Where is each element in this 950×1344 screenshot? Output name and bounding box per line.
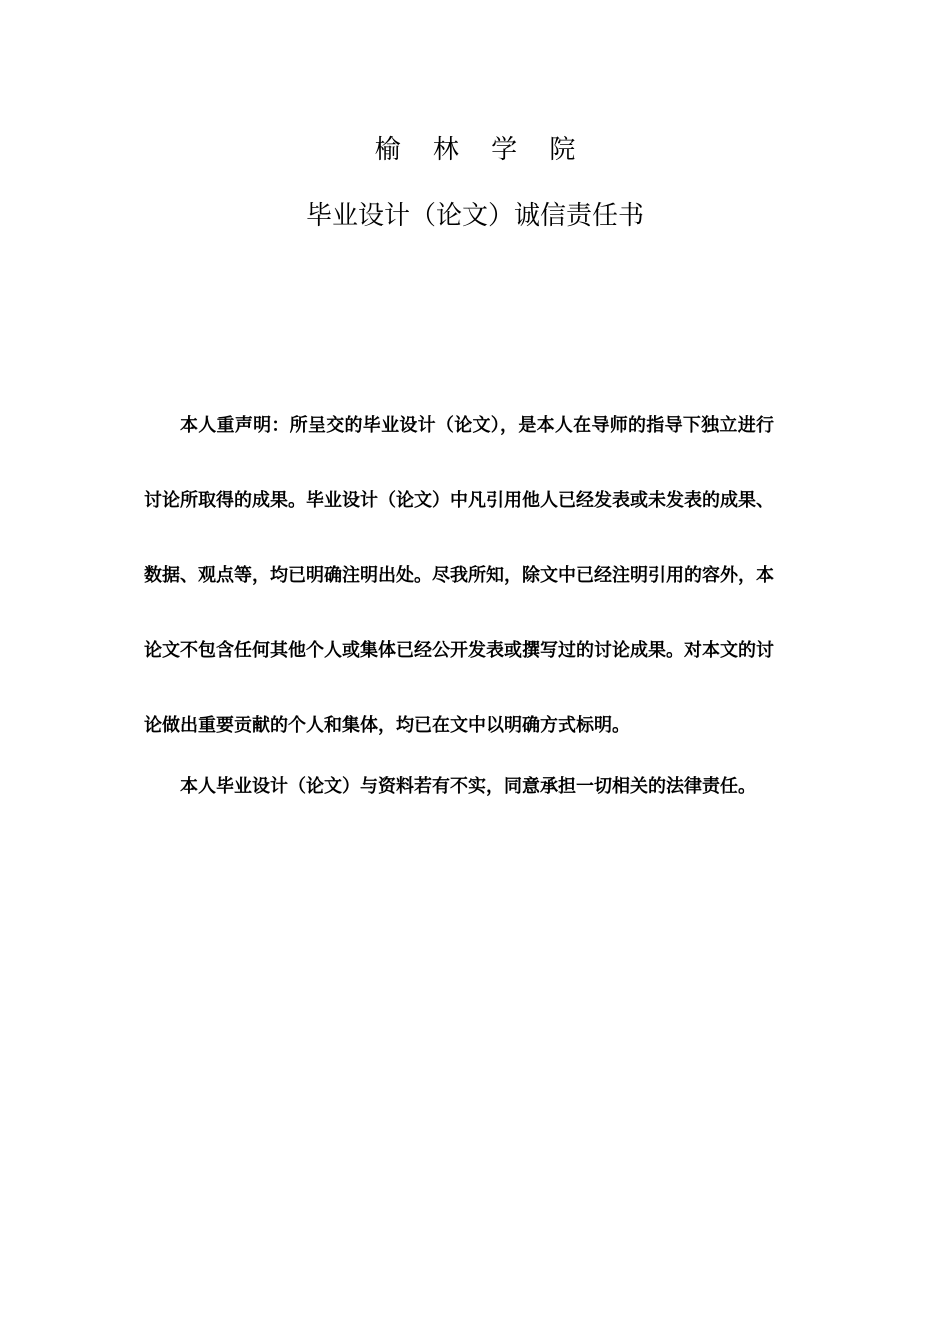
declaration-body xyxy=(144,388,774,824)
document-title: 毕业设计（论文）诚信责任书 xyxy=(305,201,644,231)
declaration-paragraph-1: 本人重声明：所呈交的毕业设计（论文），是本人在导师的指导下独立进行讨论所取得的成果。毕业设计（论文）中凡引用他人已经发表或未发表的成果、数据、观点等，均已明确注明出处。尽我所知，除文中已经注明引用的容外，本论文不包含任何其他个人或集体已经公开发表或撰写过的讨论成果。对本文的讨论做出重要贡献的个人和集体，均已在文中以明确方式标明。 xyxy=(144,415,774,736)
declaration-paragraph-2: 本人毕业设计（论文）与资料若有不实，同意承担一切相关的法律责任。 xyxy=(180,776,756,797)
institution-name: 榆 林 学 院 xyxy=(374,135,588,165)
